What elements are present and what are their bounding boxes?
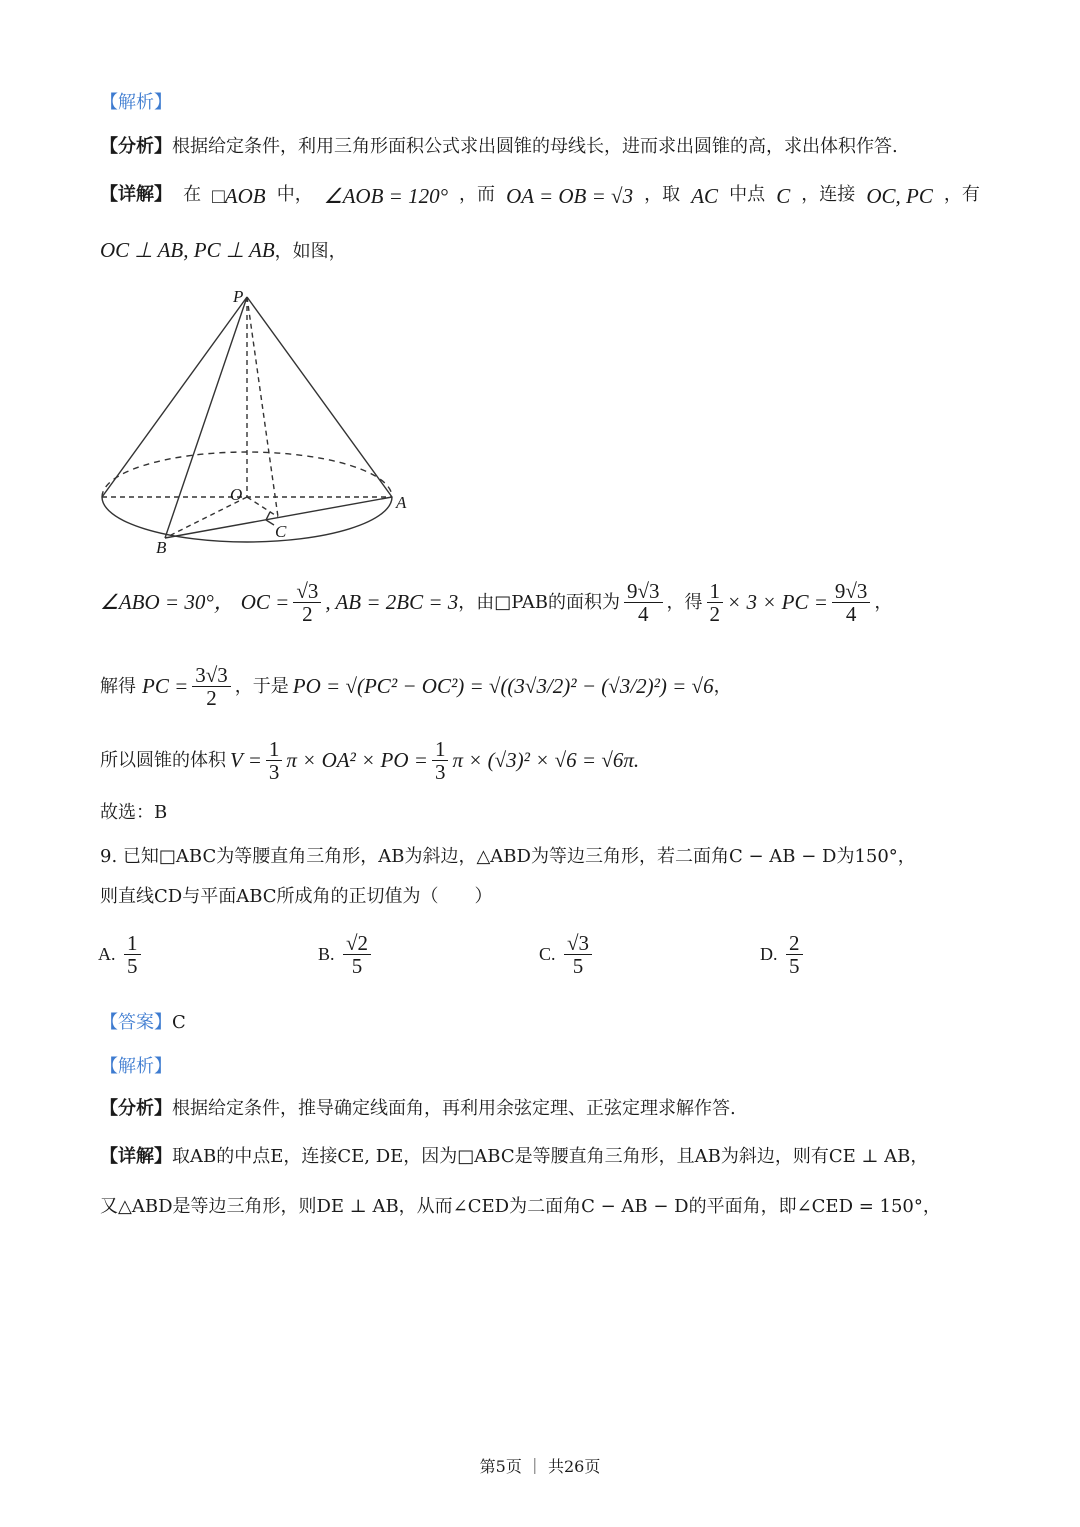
den: 3 <box>434 760 446 785</box>
den: 5 <box>789 954 800 979</box>
text: 中， <box>276 184 313 205</box>
num: 9√3 <box>832 580 871 603</box>
question-9-line-2: 则直线CD与平面ABC所成角的正切值为（ ） <box>100 886 493 907</box>
segment-pc <box>247 297 278 517</box>
option-label: D. <box>760 944 778 965</box>
math: PO = √(PC² − OC²) = √((3√3/2)² − (√3/2)²) = √6 <box>292 673 714 698</box>
text: ， <box>713 675 732 697</box>
num: 9√3 <box>624 580 663 603</box>
math: OC = <box>240 589 290 614</box>
den: 5 <box>351 954 363 979</box>
num: 1 <box>124 932 141 955</box>
option-c <box>539 932 596 977</box>
fraction <box>343 932 371 977</box>
math: C <box>776 184 791 208</box>
choice-line: 故选：B <box>100 802 168 823</box>
text: ，如图， <box>274 241 347 262</box>
math: π × OA² × PO = <box>286 747 428 772</box>
option-label: A. <box>98 944 116 965</box>
text: ，而 <box>459 184 496 205</box>
den: 2 <box>709 602 721 627</box>
detail-line-1 <box>100 184 980 209</box>
den: 5 <box>572 954 584 979</box>
fraction <box>832 580 871 625</box>
math: V = <box>230 747 262 772</box>
label-p: P <box>233 287 244 306</box>
option-label: C. <box>539 944 556 965</box>
den: 3 <box>268 760 280 785</box>
text: 所以圆锥的体积 <box>100 749 226 771</box>
num: 1 <box>432 738 449 761</box>
text: ，得 <box>666 591 703 613</box>
segment-oc <box>247 497 278 517</box>
label-a: A <box>396 493 407 512</box>
detail-tag: 【详解】 <box>100 1146 172 1167</box>
text: 中点 <box>729 184 766 205</box>
detail-line-3 <box>100 1146 928 1168</box>
label-b: B <box>156 538 167 557</box>
label-c: C <box>275 522 287 541</box>
num: 2 <box>786 932 803 955</box>
fraction <box>266 738 283 783</box>
question-9-line-1: 9. 已知□ABC为等腰直角三角形，AB为斜边，△ABD为等边三角形，若二面角C − AB − D为150°， <box>100 846 916 867</box>
analysis-tag: 【分析】 <box>100 1098 172 1119</box>
den: 2 <box>302 602 313 627</box>
jiexi-heading-1: 【解析】 <box>100 92 172 113</box>
fraction <box>707 580 724 625</box>
math: OA = OB = √3 <box>506 184 634 208</box>
text: ， <box>874 591 893 613</box>
option-d <box>760 932 807 977</box>
calc-line-2 <box>100 664 732 709</box>
num: √3 <box>564 932 592 955</box>
text: 在 <box>183 184 202 205</box>
jiexi-heading-2: 【解析】 <box>100 1056 172 1077</box>
math: π × (√3)² × √6 = √6π. <box>452 747 640 772</box>
den: 5 <box>127 954 138 979</box>
calc-line-3 <box>100 738 639 783</box>
num: √2 <box>343 932 371 955</box>
fraction <box>124 932 141 977</box>
calc-line-1 <box>100 580 892 625</box>
page-footer: 第5页 ｜ 共26页 <box>479 1457 601 1476</box>
fraction <box>293 580 321 625</box>
num: 1 <box>266 738 283 761</box>
detail-text: 取AB的中点E，连接CE, DE，因为□ABC是等腰直角三角形，且AB为斜边，则有CE ⊥ AB， <box>172 1146 929 1167</box>
math: AC <box>691 184 719 208</box>
den: 4 <box>638 602 649 627</box>
analysis-paragraph-1 <box>100 136 898 158</box>
text: ，连接 <box>801 184 856 205</box>
text: ，由□PAB的面积为 <box>458 591 620 613</box>
fraction <box>192 664 231 709</box>
analysis-paragraph-2 <box>100 1098 736 1120</box>
text: ，有 <box>943 184 980 205</box>
fraction <box>432 738 449 783</box>
analysis-text: 根据给定条件，利用三角形面积公式求出圆锥的母线长，进而求出圆锥的高，求出体积作答. <box>172 136 898 157</box>
text: ，于是 <box>234 675 289 697</box>
option-b <box>318 932 375 977</box>
math: ∠AOB = 120° <box>323 184 448 208</box>
math: PC = <box>142 673 189 698</box>
detail-line-4: 又△ABD是等边三角形，则DE ⊥ AB，从而∠CED为二面角C − AB − D的平面角，即∠CED = 150°， <box>100 1196 941 1217</box>
den: 4 <box>845 602 857 627</box>
math: OC ⊥ AB, PC ⊥ AB <box>100 238 275 262</box>
text: 解得 <box>100 675 136 697</box>
fraction <box>786 932 803 977</box>
analysis-tag: 【分析】 <box>100 136 172 157</box>
analysis-text: 根据给定条件，推导确定线面角，再利用余弦定理、正弦定理求解作答. <box>172 1098 736 1119</box>
math: ∠ABO = 30°， <box>100 589 235 614</box>
math: × 3 × PC = <box>727 589 828 614</box>
text: ，取 <box>644 184 681 205</box>
option-label: B. <box>318 944 335 965</box>
generator-left <box>102 297 247 497</box>
answer-line <box>100 1012 186 1034</box>
num: 3√3 <box>192 664 231 687</box>
math: OC, PC <box>866 184 933 208</box>
ellipse-front <box>102 497 392 542</box>
detail-tag: 【详解】 <box>100 184 172 205</box>
num: √3 <box>293 580 321 603</box>
answer-tag: 【答案】 <box>100 1012 172 1033</box>
answer-value: C <box>172 1012 186 1033</box>
num: 1 <box>707 580 724 603</box>
math: □AOB <box>212 184 266 208</box>
generator-right <box>247 297 392 497</box>
fraction <box>564 932 592 977</box>
cone-figure <box>90 282 420 557</box>
option-a <box>98 932 145 977</box>
detail-line-2 <box>100 238 347 263</box>
math: , AB = 2BC = 3 <box>325 589 459 614</box>
label-o: O <box>230 485 243 504</box>
den: 2 <box>206 686 217 711</box>
fraction <box>624 580 663 625</box>
